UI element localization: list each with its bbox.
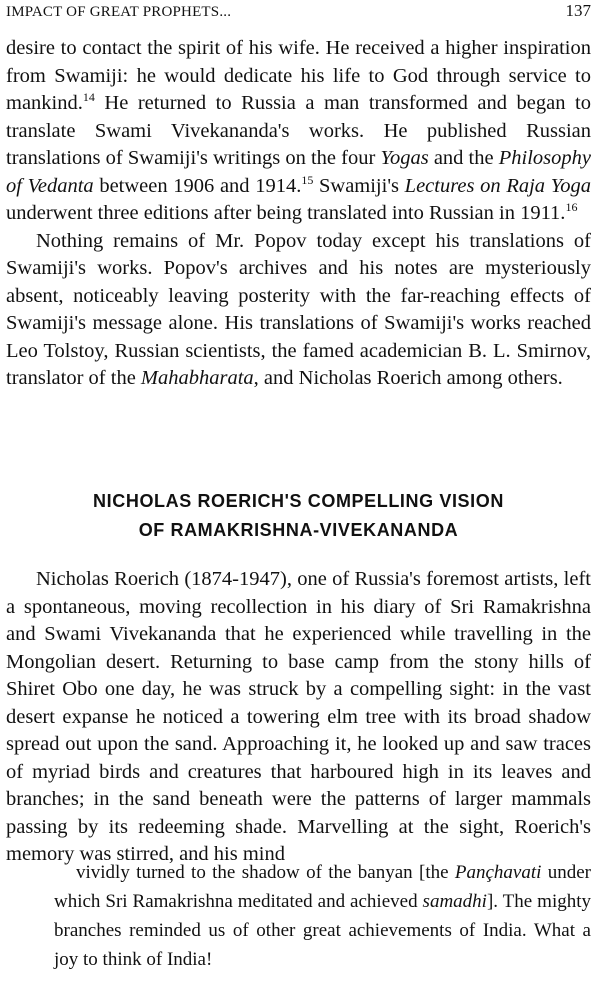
italic-title: Lectures on Raja Yoga: [404, 174, 591, 197]
text-run: under which Sri Ramakrishna meditated and achieved: [54, 862, 592, 912]
text-run: , and Nicholas Roerich among others.: [253, 367, 563, 389]
paragraph-roerich-vision: Nicholas Roerich (1874-1947), one of Russia's foremost artists, left a spontaneous, moving recollection in his diary of Sri Ramakrishna and Swami Vivekananda that he experienced while travelling in the Mongolian desert. Returning to base camp from the stony hills of Shiret Obo one day, he was struck by a compelling sight: in the vast desert expanse he noticed a towering elm tree with its broad shadow spread out upon the sand. Approaching it, he looked up and saw traces of myriad birds and creatures that harboured high in its leaves and branches; in the sand beneath were the patterns of larger mammals passing by its redeeming shade. Marvelling at the sight, Roerich's memory was stirred, and his mind: [6, 568, 591, 865]
footnote-marker: 15: [301, 172, 314, 187]
italic-title: Philosophy of Vedanta: [6, 147, 591, 197]
footnote-marker: 16: [565, 200, 578, 215]
italic-title: Yogas: [380, 147, 429, 169]
page-number: 137: [565, 1, 591, 20]
section-text: [6, 566, 591, 869]
text-run: vividly turned to the shadow of the banyan [the: [76, 862, 455, 883]
italic-term: Pançhavati: [454, 862, 542, 883]
running-head: [6, 1, 591, 25]
text-run: underwent three editions after being translated into Russian in 1911.: [6, 202, 566, 224]
text-run: between 1906 and 1914.: [93, 174, 302, 197]
text-run: desire to contact the spirit of his wife. He received a higher inspiration from Swamiji: he would dedicate his life to God through service to mankind.: [6, 37, 591, 114]
footnote-marker: 14: [82, 90, 95, 105]
block-quote: [54, 858, 591, 974]
text-run: Swamiji's: [313, 174, 405, 197]
italic-term: samadhi: [422, 891, 487, 912]
section-heading-line: OF RAMAKRISHNA-VIVEKANANDA: [138, 520, 459, 540]
quote-paragraph: [54, 858, 591, 974]
italic-title: Mahabharata: [140, 367, 254, 389]
paragraph-popov-translations: [6, 35, 591, 228]
text-run: He returned to Russia a man transformed and began to translate Swami Vivekananda's works. He published Russian translations of Swamiji's writings on the four: [6, 92, 591, 169]
section-heading-line: NICHOLAS ROERICH'S COMPELLING VISION: [93, 491, 504, 511]
running-title: IMPACT OF GREAT PROPHETS...: [6, 4, 232, 20]
paragraph-popov-legacy: [6, 228, 591, 393]
section-heading: [6, 487, 591, 545]
text-run: Nothing remains of Mr. Popov today except his translations of Swamiji's works. Popov's archives and his notes are mysteriously absent, noticeably leaving posterity with the far-reaching effects of Swamiji's message alone. His translations of Swamiji's works reached Leo Tolstoy, Russian scientists, the famed academician B. L. Smirnov, translator of the: [6, 229, 591, 389]
text-run: ]. The mighty branches reminded us of other great achievements of India. What a joy to think of India!: [54, 891, 592, 970]
intro-text: [6, 35, 591, 393]
text-run: and the: [428, 147, 499, 169]
